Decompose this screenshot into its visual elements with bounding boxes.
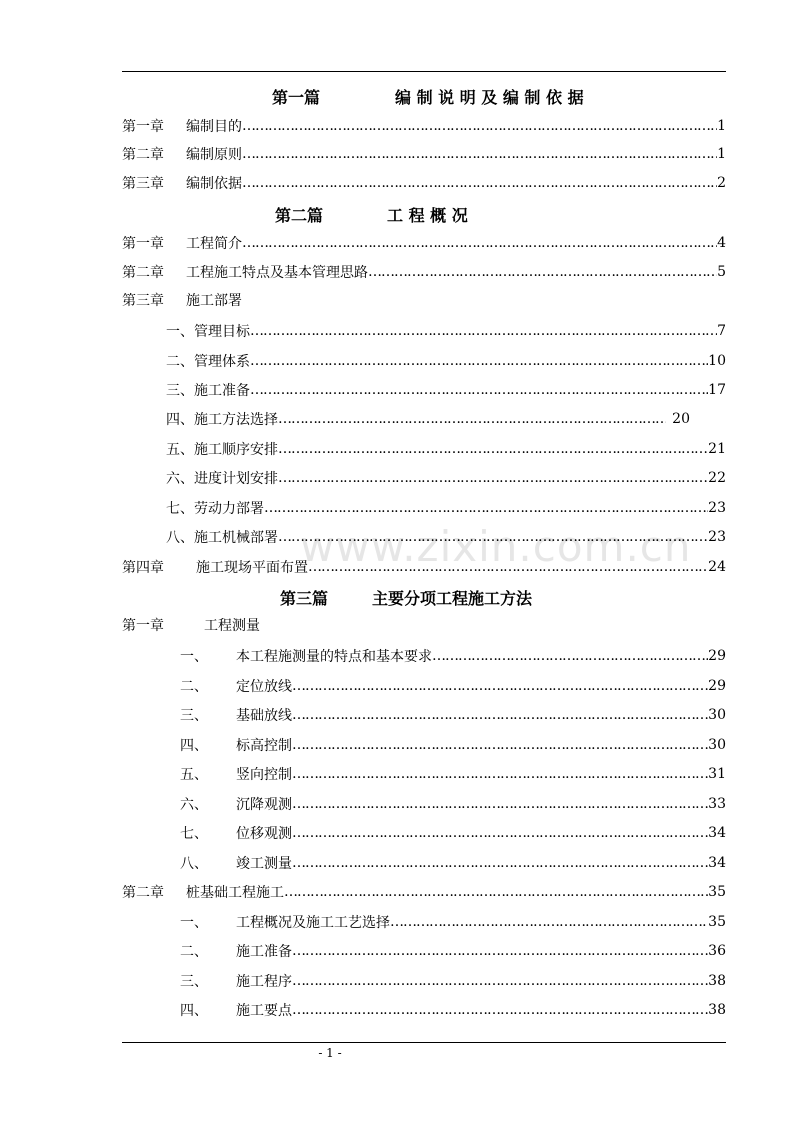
page-number: 4 xyxy=(717,235,726,251)
part-heading-2 xyxy=(122,201,726,227)
toc-entry[interactable] xyxy=(180,969,726,993)
toc-entry[interactable] xyxy=(166,378,726,402)
chapter-number: 第一章 xyxy=(122,236,164,252)
toc-entry[interactable] xyxy=(180,733,726,757)
entry-title: 本工程施测量的特点和基本要求 xyxy=(236,649,432,665)
toc-entry[interactable] xyxy=(180,939,726,963)
toc-entry[interactable] xyxy=(166,349,726,373)
chapter-number: 第二章 xyxy=(122,265,164,281)
dot-leader xyxy=(292,973,708,989)
dot-leader xyxy=(292,766,708,782)
entry-title: 编制依据 xyxy=(186,176,242,192)
entry-title: 一、管理目标 xyxy=(166,324,250,340)
item-number: 三、 xyxy=(180,708,208,724)
page-number: 23 xyxy=(708,529,726,545)
page-number: 10 xyxy=(708,353,726,369)
entry-title: 编制原则 xyxy=(186,147,242,163)
toc-entry[interactable] xyxy=(122,171,726,195)
toc-entry[interactable] xyxy=(180,910,726,934)
dot-leader xyxy=(250,382,708,398)
part-heading-3 xyxy=(122,584,726,610)
item-number: 一、 xyxy=(180,649,208,665)
page-number: 38 xyxy=(708,1002,726,1018)
dot-leader xyxy=(308,559,708,575)
top-rule xyxy=(122,71,726,72)
dot-leader xyxy=(292,678,708,694)
watermark: www.zixin.com.cn xyxy=(300,522,692,571)
entry-title: 工程测量 xyxy=(204,618,260,634)
item-number: 二、 xyxy=(180,679,208,695)
entry-title: 定位放线 xyxy=(236,679,292,695)
page-number: 29 xyxy=(708,648,726,664)
page-number: 34 xyxy=(708,855,726,871)
dot-leader xyxy=(250,353,708,369)
part-title: 工 程 概 况 xyxy=(387,206,468,225)
page-number: 29 xyxy=(708,678,726,694)
page-number: 22 xyxy=(708,470,726,486)
page-number: 21 xyxy=(708,441,726,457)
page-number: 38 xyxy=(708,973,726,989)
dot-leader xyxy=(432,648,708,664)
page-number: 5 xyxy=(717,264,726,280)
toc-entry[interactable] xyxy=(122,114,726,138)
dot-leader xyxy=(250,323,717,339)
dot-leader xyxy=(292,737,708,753)
toc-entry[interactable] xyxy=(166,496,726,520)
page-number: 23 xyxy=(708,500,726,516)
entry-title: 工程简介 xyxy=(186,236,242,252)
dot-leader xyxy=(242,175,717,191)
page-number: 20 xyxy=(672,411,690,427)
part-number: 第二篇 xyxy=(275,206,324,225)
toc-entry[interactable] xyxy=(180,851,726,875)
entry-title: 施工准备 xyxy=(236,944,292,960)
part-title: 编 制 说 明 及 编 制 依 据 xyxy=(395,88,584,107)
entry-title: 桩基础工程施工 xyxy=(186,885,284,901)
dot-leader xyxy=(278,529,708,545)
toc-entry[interactable] xyxy=(166,407,690,431)
toc-entry[interactable] xyxy=(180,821,726,845)
item-number: 六、 xyxy=(180,797,208,813)
dot-leader xyxy=(278,470,708,486)
entry-title: 沉降观测 xyxy=(236,797,292,813)
toc-entry[interactable] xyxy=(122,231,726,255)
entry-title: 竣工测量 xyxy=(236,856,292,872)
chapter-number: 第一章 xyxy=(122,618,164,634)
dot-leader xyxy=(278,441,708,457)
toc-entry[interactable] xyxy=(122,614,260,638)
entry-title: 施工程序 xyxy=(236,974,292,990)
dot-leader xyxy=(292,796,708,812)
chapter-number: 第四章 xyxy=(122,560,164,576)
toc-entry[interactable] xyxy=(166,319,726,343)
toc-entry[interactable] xyxy=(122,555,726,579)
item-number: 七、 xyxy=(180,826,208,842)
toc-entry[interactable] xyxy=(180,792,726,816)
page-number: 33 xyxy=(708,796,726,812)
entry-title: 工程施工特点及基本管理思路 xyxy=(186,265,368,281)
page-number: 24 xyxy=(708,559,726,575)
page-number: 17 xyxy=(708,382,726,398)
chapter-number: 第二章 xyxy=(122,147,164,163)
toc-entry[interactable] xyxy=(180,644,726,668)
dot-leader xyxy=(292,825,708,841)
entry-title: 五、施工顺序安排 xyxy=(166,442,278,458)
page-number: 1 xyxy=(717,118,726,134)
toc-entry[interactable] xyxy=(180,762,726,786)
page-number: 2 xyxy=(717,175,726,191)
dot-leader xyxy=(264,500,708,516)
item-number: 四、 xyxy=(180,738,208,754)
entry-title: 六、进度计划安排 xyxy=(166,471,278,487)
dot-leader xyxy=(368,264,717,280)
dot-leader xyxy=(292,943,708,959)
chapter-number: 第三章 xyxy=(122,293,164,309)
entry-title: 二、管理体系 xyxy=(166,354,250,370)
entry-title: 标高控制 xyxy=(236,738,292,754)
dot-leader xyxy=(292,707,708,723)
toc-entry[interactable] xyxy=(166,525,726,549)
page-number: 35 xyxy=(708,914,726,930)
dot-leader xyxy=(390,914,708,930)
toc-entry[interactable] xyxy=(122,880,726,904)
page-number: 7 xyxy=(717,323,726,339)
part-number: 第三篇 xyxy=(280,589,329,608)
entry-title: 七、劳动力部署 xyxy=(166,501,264,517)
entry-title: 位移观测 xyxy=(236,826,292,842)
page-number: 36 xyxy=(708,943,726,959)
entry-title: 施工现场平面布置 xyxy=(196,560,308,576)
entry-title: 编制目的 xyxy=(186,119,242,135)
dot-leader xyxy=(284,884,708,900)
dot-leader xyxy=(242,146,717,162)
item-number: 四、 xyxy=(180,1003,208,1019)
toc-entry[interactable] xyxy=(122,289,242,313)
page-number: 31 xyxy=(708,766,726,782)
page-number: 1 xyxy=(717,146,726,162)
page-footer: - 1 - xyxy=(318,1046,342,1060)
part-number: 第一篇 xyxy=(272,88,321,107)
toc-entry[interactable] xyxy=(180,703,726,727)
part-title: 主要分项工程施工方法 xyxy=(372,589,533,608)
entry-title: 施工部署 xyxy=(186,293,242,309)
item-number: 五、 xyxy=(180,767,208,783)
toc-entry[interactable] xyxy=(166,437,726,461)
item-number: 三、 xyxy=(180,974,208,990)
dot-leader xyxy=(292,855,708,871)
page-number: 30 xyxy=(708,707,726,723)
dot-leader xyxy=(278,411,666,427)
toc-entry[interactable] xyxy=(166,466,726,490)
dot-leader xyxy=(292,1002,708,1018)
entry-title: 工程概况及施工工艺选择 xyxy=(236,915,390,931)
entry-title: 八、施工机械部署 xyxy=(166,530,278,546)
item-number: 八、 xyxy=(180,856,208,872)
entry-title: 基础放线 xyxy=(236,708,292,724)
page-number: 34 xyxy=(708,825,726,841)
chapter-number: 第三章 xyxy=(122,176,164,192)
toc-entry[interactable] xyxy=(180,674,726,698)
entry-title: 竖向控制 xyxy=(236,767,292,783)
entry-title: 三、施工准备 xyxy=(166,383,250,399)
part-heading-1 xyxy=(122,83,726,109)
entry-title: 施工要点 xyxy=(236,1003,292,1019)
item-number: 一、 xyxy=(180,915,208,931)
dot-leader xyxy=(242,235,717,251)
page-number: 30 xyxy=(708,737,726,753)
chapter-number: 第一章 xyxy=(122,119,164,135)
toc-entry[interactable] xyxy=(180,998,726,1022)
toc-entry[interactable] xyxy=(122,142,726,166)
page-number: 35 xyxy=(708,884,726,900)
entry-title: 四、施工方法选择 xyxy=(166,412,278,428)
item-number: 二、 xyxy=(180,944,208,960)
dot-leader xyxy=(242,118,717,134)
bottom-rule xyxy=(122,1042,726,1043)
chapter-number: 第二章 xyxy=(122,885,164,901)
toc-entry[interactable] xyxy=(122,260,726,284)
